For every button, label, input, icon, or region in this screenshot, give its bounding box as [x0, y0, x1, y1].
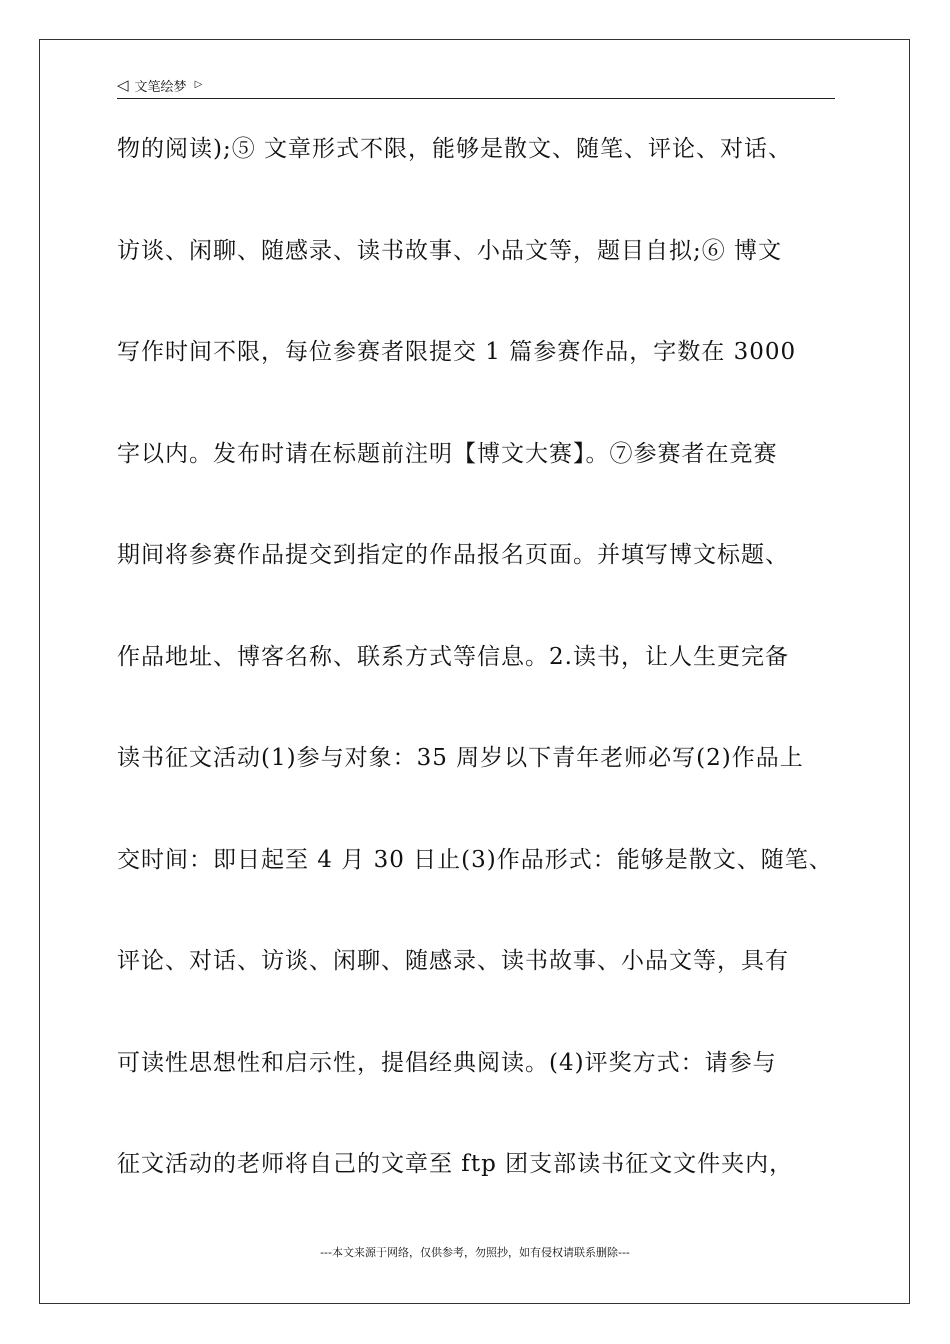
body-line-11: 征文活动的老师将自己的文章至 ftp 团支部读书征文文件夹内， [117, 1151, 794, 1177]
body-line-1: 物的阅读);⑤ 文章形式不限，能够是散文、随笔、评论、对话、 [117, 136, 793, 162]
body-line-6: 作品地址、博客名称、联系方式等信息。2.读书，让人生更完备 [117, 643, 789, 670]
document-body [117, 128, 857, 1245]
triangle-right-icon: ▷ [194, 79, 203, 90]
header-title: 文笔绘梦 [134, 79, 187, 95]
body-line-4: 字以内。发布时请在标题前注明【博文大赛】。⑦参赛者在竞赛 [117, 440, 778, 467]
body-line-5: 期间将参赛作品提交到指定的作品报名页面。并填写博文标题、 [117, 542, 789, 568]
triangle-left-icon: ◁ [117, 75, 129, 94]
body-line-8: 交时间：即日起至 4 月 30 日止(3)作品形式：能够是散文、随笔、 [117, 846, 833, 873]
body-line-2: 访谈、闲聊、随感录、读书故事、小品文等，题目自拟;⑥ 博文 [117, 237, 783, 264]
body-line-9: 评论、对话、访谈、闲聊、随感录、读书故事、小品文等，具有 [117, 948, 789, 974]
body-line-10: 可读性思想性和启示性，提倡经典阅读。(4)评奖方式：请参与 [117, 1049, 777, 1076]
page-header [117, 72, 835, 99]
page-footer: ---本文来源于网络，仅供参考，勿照抄，如有侵权请联系删除--- [320, 1246, 630, 1259]
body-line-7: 读书征文活动(1)参与对象：35 周岁以下青年老师必写(2)作品上 [117, 745, 804, 771]
body-line-3: 写作时间不限，每位参赛者限提交 1 篇参赛作品，字数在 3000 [117, 339, 797, 365]
